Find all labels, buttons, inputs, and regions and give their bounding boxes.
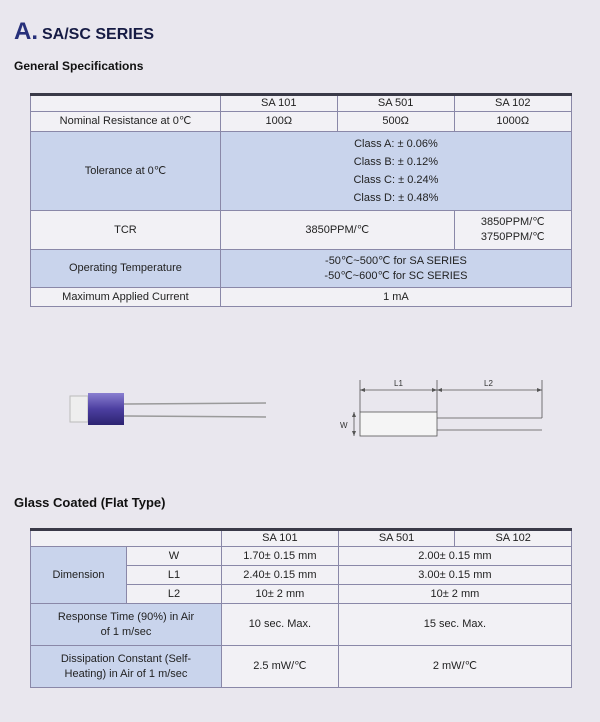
nominal-sa501: 500Ω [337, 112, 454, 132]
nominal-sa101: 100Ω [220, 112, 337, 132]
col-sa501: SA 501 [338, 530, 455, 547]
dimension-w-row [31, 547, 572, 566]
tcr-label: TCR [31, 211, 221, 250]
tcr-row [31, 211, 572, 250]
nominal-sa102: 1000Ω [454, 112, 571, 132]
dissipation-sa101: 2.5 mW/℃ [221, 646, 338, 688]
dimension-w-rest: 2.00± 0.15 mm [338, 547, 571, 566]
tcr-sa102-line1: 3850PPM/℃ [480, 216, 545, 228]
glass-coated-heading: Glass Coated (Flat Type) [14, 495, 166, 510]
response-time-sa101: 10 sec. Max. [221, 604, 338, 646]
l1-label: L1 [394, 379, 403, 388]
tolerance-class-a: Class A: ± 0.06% [354, 138, 438, 150]
dimension-diagram [332, 370, 562, 450]
dissipation-rest: 2 mW/℃ [338, 646, 571, 688]
temperature-sa-series: -50℃~500℃ for SA SERIES [325, 254, 467, 267]
nominal-resistance-row [31, 112, 572, 132]
dimension-l2-rest: 10± 2 mm [338, 585, 571, 604]
w-label: W [340, 421, 348, 430]
dissipation-label-line2: Heating) in Air of 1 m/sec [64, 667, 188, 680]
max-current-row [31, 288, 572, 307]
response-time-label [31, 604, 222, 646]
dimension-label: Dimension [31, 547, 127, 604]
sensor-photo [56, 382, 306, 442]
dimension-w-name: W [126, 547, 221, 566]
tcr-sa102-line2: 3750PPM/℃ [480, 231, 545, 243]
tcr-sa102 [454, 211, 571, 250]
series-title: SA/SC SERIES [42, 26, 155, 43]
section-letter: A. [14, 18, 38, 45]
tolerance-class-d: Class D: ± 0.48% [353, 192, 439, 204]
nominal-resistance-label: Nominal Resistance at 0℃ [31, 112, 221, 132]
dissipation-label-line1: Dissipation Constant (Self- [60, 652, 192, 665]
operating-temperature-values [220, 250, 571, 288]
glass-coated-table [30, 528, 572, 688]
temperature-sc-series: -50℃~600℃ for SC SERIES [324, 269, 468, 282]
col-sa501: SA 501 [337, 95, 454, 112]
response-time-label-line2: of 1 m/sec [100, 625, 152, 638]
dimension-w-sa101: 1.70± 0.15 mm [221, 547, 338, 566]
dimension-l2-sa101: 10± 2 mm [221, 585, 338, 604]
response-time-row [31, 604, 572, 646]
dissipation-row [31, 646, 572, 688]
tcr-sa101-sa501: 3850PPM/℃ [220, 211, 454, 250]
general-specifications-table [30, 93, 572, 307]
header-empty-cell [31, 530, 222, 547]
operating-temperature-label: Operating Temperature [31, 250, 221, 288]
page-title [14, 18, 154, 46]
response-time-label-line1: Response Time (90%) in Air [57, 610, 195, 623]
tolerance-values [220, 132, 571, 211]
operating-temperature-row [31, 250, 572, 288]
general-specifications-heading: General Specifications [14, 59, 144, 73]
col-sa102: SA 102 [454, 95, 571, 112]
dimension-l1-name: L1 [126, 566, 221, 585]
dimension-l1-rest: 3.00± 0.15 mm [338, 566, 571, 585]
col-sa101: SA 101 [221, 530, 338, 547]
col-sa101: SA 101 [220, 95, 337, 112]
tolerance-row [31, 132, 572, 211]
header-empty-cell [31, 95, 221, 112]
tolerance-class-b: Class B: ± 0.12% [353, 156, 439, 168]
tolerance-label: Tolerance at 0℃ [31, 132, 221, 211]
max-current-label: Maximum Applied Current [31, 288, 221, 307]
response-time-rest: 15 sec. Max. [338, 604, 571, 646]
col-sa102: SA 102 [455, 530, 572, 547]
max-current-value: 1 mA [220, 288, 571, 307]
dissipation-label [31, 646, 222, 688]
dimension-l2-name: L2 [126, 585, 221, 604]
dimension-l1-sa101: 2.40± 0.15 mm [221, 566, 338, 585]
l2-label: L2 [484, 379, 493, 388]
tolerance-class-c: Class C: ± 0.24% [353, 174, 439, 186]
